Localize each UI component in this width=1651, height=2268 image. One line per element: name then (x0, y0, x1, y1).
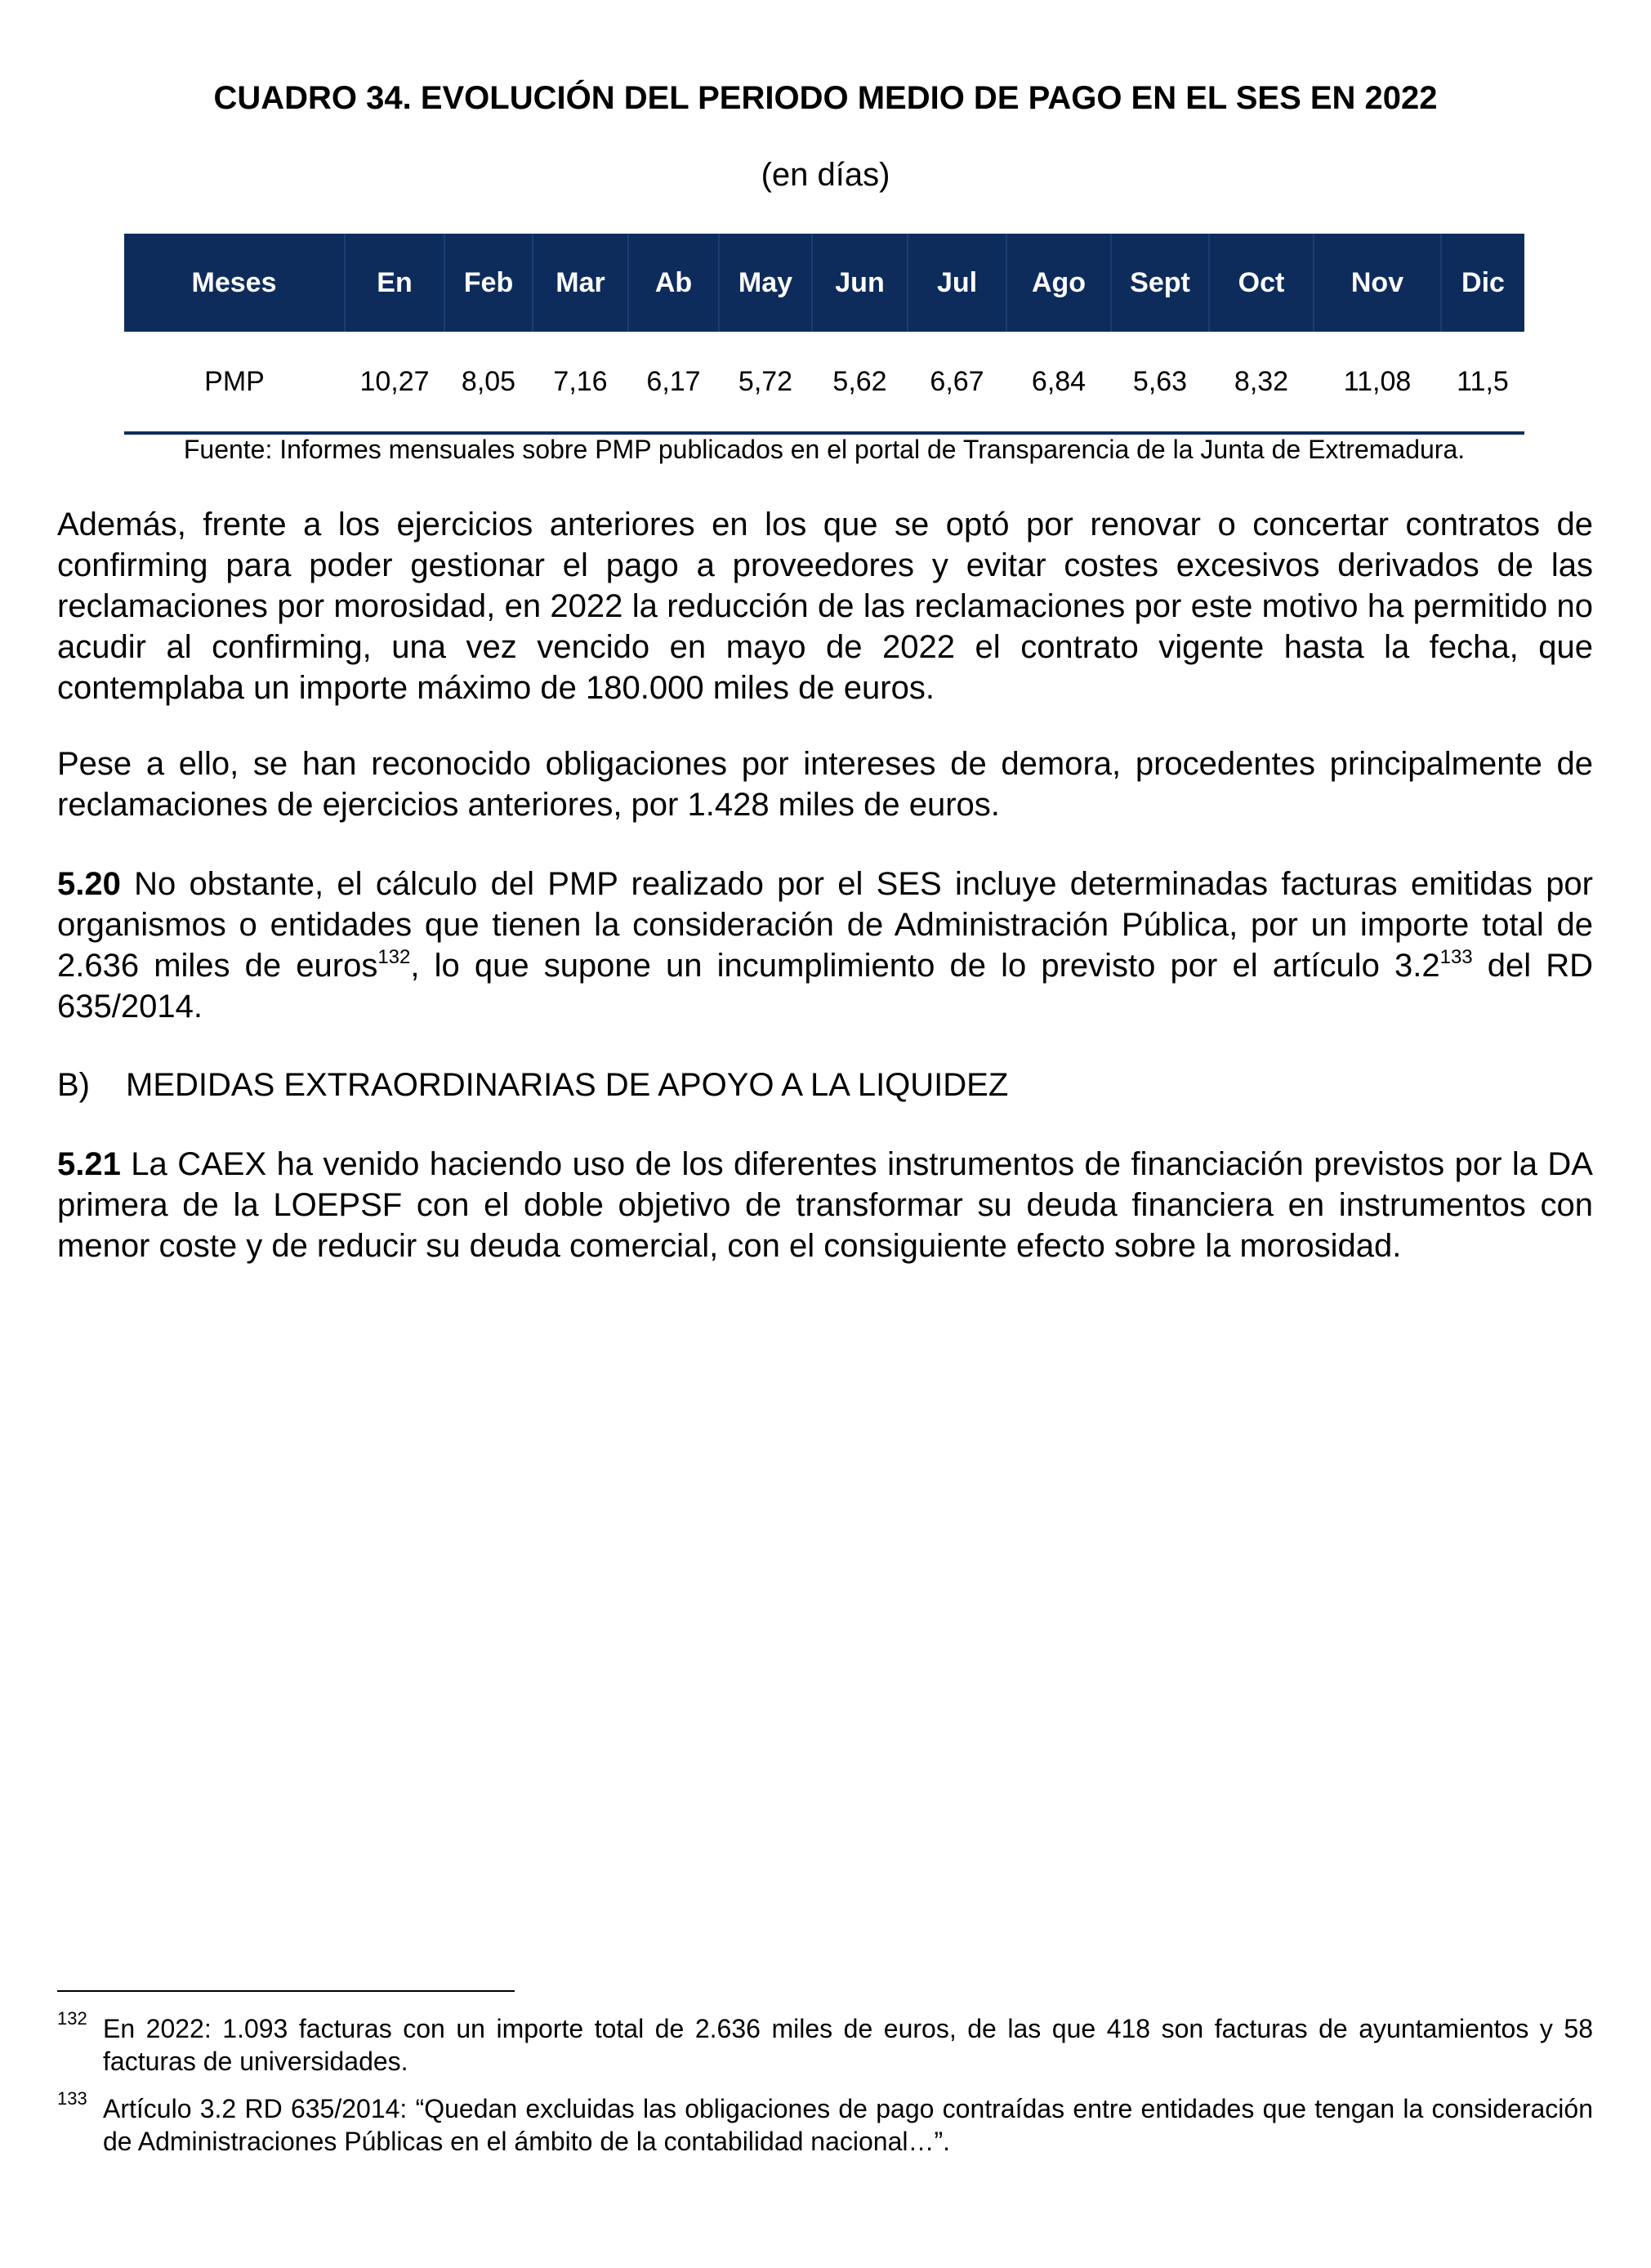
footnote-text: En 2022: 1.093 facturas con un importe total de 2.636 miles de euros, de las que 418 son facturas de ayuntamientos y 58 facturas de universidades. (103, 2014, 1593, 2076)
footnote-number: 133 (57, 2088, 87, 2109)
paragraph: Además, frente a los ejercicios anteriores en los que se optó por renovar o concertar contratos de confirming para poder gestionar el pago a proveedores y evitar costes excesivos derivados de las reclamaciones por morosidad, en 2022 la reducción de las reclamaciones por este motivo ha permitido no acudir al confirming, una vez vencido en mayo de 2022 el contrato vigente hasta la fecha, que contemplaba un importe máximo de 180.000 miles de euros. (57, 507, 1593, 706)
header-cell: Meses (124, 234, 345, 332)
section-title: MEDIDAS EXTRAORDINARIAS DE APOYO A LA LIQUIDEZ (126, 1067, 1009, 1103)
paragraph-text: La CAEX ha venido haciendo uso de los diferentes instrumentos de financiación previstos por la DA primera de la LOEPSF con el doble objetivo de transformar su deuda financiera en instrumentos con menor coste y de reducir su deuda comercial, con el consiguiente efecto sobre la morosidad. (57, 1146, 1593, 1264)
footnote-divider (57, 1990, 515, 1992)
paragraph-text: del RD 635/2014. (57, 948, 1594, 1025)
paragraph-text: , lo que supone un incumplimiento de lo previsto por el artículo 3.2 (410, 948, 1440, 984)
header-cell: Sept (1111, 234, 1209, 332)
header-cell: Ago (1006, 234, 1111, 332)
value-cell: 8,32 (1209, 332, 1314, 433)
value-cell: 6,17 (628, 332, 719, 433)
value-cell: 8,05 (444, 332, 533, 433)
row-label: PMP (124, 332, 345, 433)
value-cell: 10,27 (345, 332, 444, 433)
paragraph-5-20 (57, 864, 1593, 1027)
header-cell: Ab (628, 234, 719, 332)
footnote-text: Artículo 3.2 RD 635/2014: “Quedan excluidas las obligaciones de pago contraídas entre entidades que tengan la consideración de Administraciones Públicas en el ámbito de la contabilidad nacional…”. (103, 2094, 1593, 2156)
paragraph: Pese a ello, se han reconocido obligaciones por intereses de demora, procedentes principalmente de reclamaciones de ejercicios anteriores, por 1.428 miles de euros. (57, 746, 1593, 823)
value-cell: 5,62 (812, 332, 908, 433)
section-heading (57, 1065, 1593, 1105)
header-cell: May (719, 234, 812, 332)
value-cell: 5,63 (1111, 332, 1209, 433)
header-cell: Jul (908, 234, 1006, 332)
paragraph-number: 5.21 (57, 1146, 121, 1182)
header-cell: Dic (1441, 234, 1524, 332)
table-header-row (124, 234, 1524, 332)
header-cell: Mar (533, 234, 628, 332)
footnote-ref[interactable]: 133 (1439, 946, 1473, 968)
footnote (57, 2088, 1593, 2158)
value-cell: 6,84 (1006, 332, 1111, 433)
header-cell: Oct (1209, 234, 1314, 332)
table-row (124, 332, 1524, 433)
value-cell: 6,67 (908, 332, 1006, 433)
section-letter: B) (57, 1067, 90, 1103)
header-cell: Nov (1314, 234, 1441, 332)
value-cell: 5,72 (719, 332, 812, 433)
table-source: Fuente: Informes mensuales sobre PMP publicados en el portal de Transparencia de la Junta de Extremadura. (183, 435, 1466, 464)
pmp-table (124, 234, 1524, 435)
value-cell: 7,16 (533, 332, 628, 433)
paragraph-number: 5.20 (57, 866, 121, 902)
header-cell: Feb (444, 234, 533, 332)
table-title: CUADRO 34. EVOLUCIÓN DEL PERIODO MEDIO DE PAGO EN EL SES EN 2022 (213, 80, 1438, 116)
value-cell: 11,5 (1441, 332, 1524, 433)
footnote (57, 2008, 1593, 2078)
paragraph-text: No obstante, el cálculo del PMP realizado por el SES incluye determinadas facturas emitidas por organismos o entidades que tienen la consideración de Administración Pública, por un importe total de 2.636 miles de euros (57, 866, 1593, 984)
table-unit: (en días) (761, 157, 890, 193)
paragraph-5-21 (57, 1144, 1593, 1266)
header-cell: En (345, 234, 444, 332)
header-cell: Jun (812, 234, 908, 332)
value-cell: 11,08 (1314, 332, 1441, 433)
footnote-number: 132 (57, 2008, 87, 2029)
footnote-ref[interactable]: 132 (377, 946, 411, 968)
